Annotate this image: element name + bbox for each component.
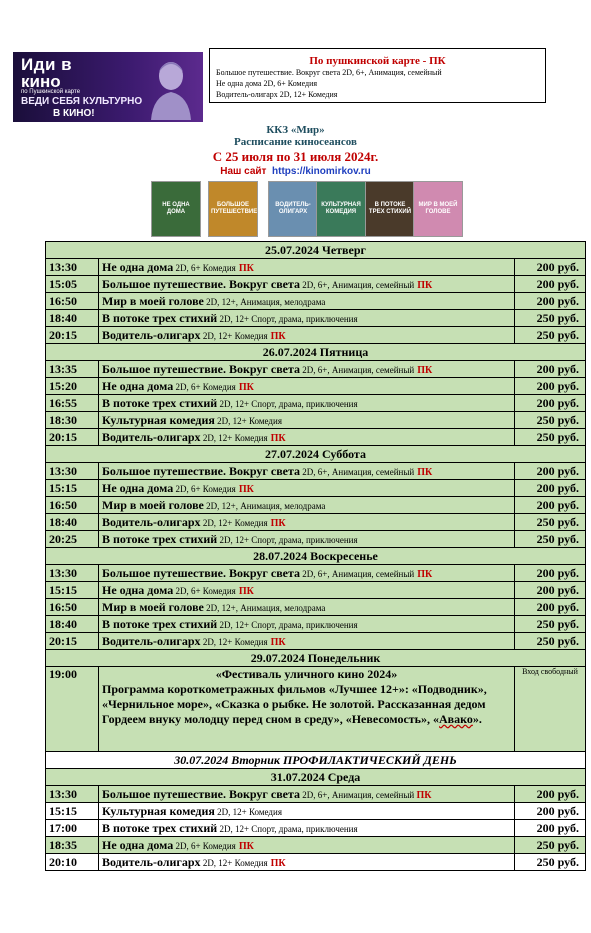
pushkin-card-mark: ПК	[270, 636, 286, 648]
movie-poster	[413, 181, 463, 237]
pushkin-bust-icon	[145, 56, 197, 120]
session-time: 15:15	[46, 480, 99, 497]
day-header: 29.07.2024 Понедельник	[46, 650, 586, 667]
film-details: 2D, 6+ Комедия	[173, 585, 236, 596]
session-film	[99, 514, 515, 531]
day-header-row	[46, 650, 586, 667]
festival-desc-end: ».	[472, 712, 482, 726]
session-price: 250 руб.	[515, 412, 586, 429]
session-time: 15:20	[46, 378, 99, 395]
session-time: 20:15	[46, 633, 99, 650]
session-row	[46, 463, 586, 480]
session-price: 250 руб.	[515, 531, 586, 548]
session-row	[46, 497, 586, 514]
session-row	[46, 633, 586, 650]
session-price: 200 руб.	[515, 497, 586, 514]
pushkin-card-banner	[13, 52, 203, 122]
festival-info	[99, 667, 515, 752]
schedule-dates: С 25 июля по 31 июля 2024г.	[212, 149, 379, 164]
session-row	[46, 803, 586, 820]
session-time: 20:15	[46, 429, 99, 446]
session-time: 19:00	[46, 667, 99, 752]
session-film	[99, 582, 515, 599]
pushkin-card-mark: ПК	[417, 279, 433, 291]
banner-line: Иди в	[21, 55, 73, 74]
pk-box-line: Большое путешествие. Вокруг света 2D, 6+, Анимация, семейный	[216, 68, 442, 77]
film-title: Водитель-олигарх	[102, 429, 201, 444]
session-row	[46, 514, 586, 531]
session-price: 250 руб.	[515, 514, 586, 531]
session-price: 250 руб.	[515, 854, 586, 871]
session-time: 16:55	[46, 395, 99, 412]
festival-desc-last: Авако	[439, 712, 473, 726]
pushkin-card-mark: ПК	[270, 432, 286, 444]
session-time: 16:50	[46, 599, 99, 616]
session-row	[46, 327, 586, 344]
film-details: 2D, 12+ Комедия	[214, 806, 282, 817]
free-entry-text: Вход свободный	[522, 667, 578, 676]
session-time: 13:30	[46, 259, 99, 276]
film-details: 2D, 6+ Комедия	[173, 840, 236, 851]
session-film	[99, 531, 515, 548]
film-details: 2D, 12+ Комедия	[200, 517, 268, 528]
session-film	[99, 395, 515, 412]
film-details: 2D, 12+ Спорт, драма, приключения	[217, 534, 358, 545]
movie-poster	[268, 181, 318, 237]
day-header-row	[46, 446, 586, 463]
site-label: Наш сайт	[220, 166, 267, 177]
film-details: 2D, 6+ Комедия	[173, 381, 236, 392]
day-header: 28.07.2024 Воскресенье	[46, 548, 586, 565]
day-header-row	[46, 769, 586, 786]
movie-poster-title: КУЛЬТУРНАЯ КОМЕДИЯ	[321, 202, 361, 215]
session-row	[46, 429, 586, 446]
site-line	[0, 166, 591, 177]
session-film	[99, 378, 515, 395]
session-row	[46, 531, 586, 548]
session-time: 13:30	[46, 463, 99, 480]
session-film	[99, 310, 515, 327]
festival-desc-text: Программа короткометражных фильмов «Лучшее 12+»: «Подводник», «Чернильное море», «Сказка о рыбке. Не золотой. Рассказанная дедом Гордеем внуку молодцу перед сном в среду», «Невесомость», «	[102, 682, 487, 726]
session-price: 200 руб.	[515, 480, 586, 497]
session-time: 16:50	[46, 293, 99, 310]
film-title: Большое путешествие. Вокруг света	[102, 463, 301, 478]
session-time: 18:40	[46, 514, 99, 531]
session-price: 250 руб.	[515, 327, 586, 344]
session-time: 13:35	[46, 361, 99, 378]
session-row	[46, 276, 586, 293]
movie-poster	[365, 181, 415, 237]
movie-poster	[316, 181, 366, 237]
session-price: 200 руб.	[515, 463, 586, 480]
film-title: В потоке трех стихий	[102, 531, 218, 546]
movie-poster	[208, 181, 258, 237]
festival-description	[102, 682, 511, 727]
session-film	[99, 327, 515, 344]
movie-poster-title: МИР В МОЕЙ ГОЛОВЕ	[418, 202, 458, 215]
session-price: 200 руб.	[515, 820, 586, 837]
pushkin-card-info-box	[209, 48, 546, 103]
film-details: 2D, 12+, Анимация, мелодрама	[203, 500, 326, 511]
film-title: Большое путешествие. Вокруг света	[102, 361, 301, 376]
session-price: 200 руб.	[515, 565, 586, 582]
film-details: 2D, 12+ Комедия	[200, 636, 268, 647]
session-price: 250 руб.	[515, 616, 586, 633]
film-details: 2D, 12+ Спорт, драма, приключения	[217, 619, 358, 630]
film-title: Водитель-олигарх	[102, 327, 201, 342]
film-details: 2D, 6+, Анимация, семейный	[300, 789, 417, 800]
film-details: 2D, 12+ Спорт, драма, приключения	[217, 398, 358, 409]
session-row	[46, 293, 586, 310]
session-price: 200 руб.	[515, 378, 586, 395]
session-row	[46, 378, 586, 395]
movie-poster	[151, 181, 201, 237]
session-row	[46, 565, 586, 582]
session-film	[99, 293, 515, 310]
venue-name: ККЗ «Мир»	[266, 124, 325, 136]
session-film	[99, 820, 515, 837]
session-row	[46, 361, 586, 378]
session-row	[46, 412, 586, 429]
banner-line: по Пушкинской карте	[21, 89, 81, 95]
pk-box-line: Не одна дома 2D, 6+ Комедия	[216, 79, 318, 88]
film-title: Большое путешествие. Вокруг света	[102, 565, 301, 580]
session-row	[46, 786, 586, 803]
film-title: Не одна дома	[102, 259, 174, 274]
film-title: В потоке трех стихий	[102, 395, 218, 410]
movie-poster-title: НЕ ОДНА ДОМА	[162, 202, 190, 215]
festival-row	[46, 667, 586, 752]
session-time: 15:05	[46, 276, 99, 293]
session-time: 15:15	[46, 582, 99, 599]
session-price: 250 руб.	[515, 633, 586, 650]
session-film	[99, 633, 515, 650]
session-film	[99, 361, 515, 378]
session-price: 200 руб.	[515, 599, 586, 616]
film-title: Водитель-олигарх	[102, 633, 201, 648]
film-details: 2D, 12+, Анимация, мелодрама	[203, 296, 326, 307]
session-row	[46, 310, 586, 327]
movie-poster-title: В ПОТОКЕ ТРЕХ СТИХИЙ	[368, 202, 412, 215]
day-header-row	[46, 242, 586, 259]
session-film	[99, 837, 515, 854]
session-price: 250 руб.	[515, 429, 586, 446]
session-time: 18:35	[46, 837, 99, 854]
film-title: Культурная комедия	[102, 412, 215, 427]
session-price: 200 руб.	[515, 259, 586, 276]
session-row	[46, 259, 586, 276]
day-header-row	[46, 752, 586, 769]
film-details: 2D, 6+, Анимация, семейный	[300, 568, 415, 579]
film-title: Не одна дома	[102, 837, 174, 852]
session-film	[99, 616, 515, 633]
film-title: Большое путешествие. Вокруг света	[102, 276, 301, 291]
film-title: Не одна дома	[102, 582, 174, 597]
session-time: 15:15	[46, 803, 99, 820]
film-title: Водитель-олигарх	[102, 514, 201, 529]
session-price: 200 руб.	[515, 803, 586, 820]
day-header: 27.07.2024 Суббота	[46, 446, 586, 463]
session-film	[99, 599, 515, 616]
film-details: 2D, 6+, Анимация, семейный	[300, 364, 415, 375]
session-film	[99, 565, 515, 582]
session-time: 13:30	[46, 565, 99, 582]
pushkin-card-mark: ПК	[417, 568, 433, 580]
film-title: В потоке трех стихий	[102, 616, 218, 631]
film-title: В потоке трех стихий	[102, 310, 218, 325]
film-details: 2D, 6+ Комедия	[173, 262, 236, 273]
session-time: 18:30	[46, 412, 99, 429]
session-film	[99, 276, 515, 293]
film-details: 2D, 12+ Комедия	[214, 415, 282, 426]
session-price: 200 руб.	[515, 293, 586, 310]
movie-poster-title: БОЛЬШОЕ ПУТЕШЕСТВИЕ	[211, 202, 258, 215]
day-header: 26.07.2024 Пятница	[46, 344, 586, 361]
session-row	[46, 837, 586, 854]
pushkin-card-mark: ПК	[238, 585, 254, 597]
session-row	[46, 854, 586, 871]
session-time: 17:00	[46, 820, 99, 837]
pushkin-card-mark: ПК	[417, 466, 433, 478]
film-details: 2D, 12+ Спорт, драма, приключения	[217, 823, 358, 834]
day-header-row	[46, 548, 586, 565]
film-details: 2D, 6+, Анимация, семейный	[300, 466, 415, 477]
session-row	[46, 616, 586, 633]
film-title: Мир в моей голове	[102, 293, 204, 308]
session-price: 250 руб.	[515, 837, 586, 854]
film-title: Водитель-олигарх	[102, 854, 201, 869]
pushkin-card-mark: ПК	[270, 330, 286, 342]
pushkin-card-mark: ПК	[417, 364, 433, 376]
session-time: 20:25	[46, 531, 99, 548]
session-film	[99, 786, 515, 803]
session-row	[46, 599, 586, 616]
film-details: 2D, 12+ Спорт, драма, приключения	[217, 313, 358, 324]
banner-line: ВЕДИ СЕБЯ КУЛЬТУРНО	[21, 96, 143, 107]
pushkin-card-mark: ПК	[416, 789, 432, 801]
film-title: Большое путешествие. Вокруг света	[102, 786, 301, 801]
film-details: 2D, 12+ Комедия	[200, 857, 268, 868]
pushkin-card-mark: ПК	[270, 857, 286, 869]
session-row	[46, 820, 586, 837]
session-price: 200 руб.	[515, 786, 586, 803]
session-time: 13:30	[46, 786, 99, 803]
session-price: 200 руб.	[515, 276, 586, 293]
site-link[interactable]: https://kinomirkov.ru	[272, 166, 371, 177]
session-price: 200 руб.	[515, 582, 586, 599]
session-time: 20:10	[46, 854, 99, 871]
session-film	[99, 480, 515, 497]
session-film	[99, 412, 515, 429]
pushkin-card-mark: ПК	[238, 262, 254, 274]
day-header: 30.07.2024 Вторник ПРОФИЛАКТИЧЕСКИЙ ДЕНЬ	[46, 752, 586, 769]
film-details: 2D, 12+ Комедия	[200, 432, 268, 443]
session-time: 18:40	[46, 310, 99, 327]
film-title: Мир в моей голове	[102, 599, 204, 614]
pk-box-title: По пушкинской карте - ПК	[309, 55, 446, 67]
schedule-subtitle: Расписание киносеансов	[234, 136, 357, 148]
film-title: Культурная комедия	[102, 803, 215, 818]
pk-box-line: Водитель-олигарх 2D, 12+ Комедия	[216, 90, 338, 99]
banner-line: кино	[21, 72, 61, 91]
session-price: 250 руб.	[515, 310, 586, 327]
day-header: 31.07.2024 Среда	[46, 769, 586, 786]
day-header: 25.07.2024 Четверг	[46, 242, 586, 259]
session-row	[46, 395, 586, 412]
pushkin-card-mark: ПК	[238, 381, 254, 393]
film-title: Мир в моей голове	[102, 497, 204, 512]
pushkin-card-mark: ПК	[270, 517, 286, 529]
session-price: 200 руб.	[515, 361, 586, 378]
pushkin-card-mark: ПК	[238, 483, 254, 495]
film-title: Не одна дома	[102, 378, 174, 393]
session-film	[99, 854, 515, 871]
pushkin-card-mark: ПК	[238, 840, 254, 852]
film-title: В потоке трех стихий	[102, 820, 218, 835]
film-details: 2D, 12+, Анимация, мелодрама	[203, 602, 326, 613]
banner-line: В КИНО!	[53, 108, 95, 119]
festival-title: «Фестиваль уличного кино 2024»	[215, 667, 398, 681]
session-time: 16:50	[46, 497, 99, 514]
session-price: 200 руб.	[515, 395, 586, 412]
session-film	[99, 803, 515, 820]
session-row	[46, 582, 586, 599]
film-title: Не одна дома	[102, 480, 174, 495]
session-film	[99, 429, 515, 446]
film-details: 2D, 6+ Комедия	[173, 483, 236, 494]
day-header-row	[46, 344, 586, 361]
film-details: 2D, 6+, Анимация, семейный	[300, 279, 415, 290]
film-details: 2D, 12+ Комедия	[200, 330, 268, 341]
poster-strip	[151, 181, 458, 238]
session-row	[46, 480, 586, 497]
session-film	[99, 463, 515, 480]
free-entry	[515, 667, 586, 752]
session-film	[99, 259, 515, 276]
movie-poster-title: ВОДИТЕЛЬ-ОЛИГАРХ	[275, 202, 311, 215]
schedule-table	[45, 241, 586, 871]
session-film	[99, 497, 515, 514]
session-time: 20:15	[46, 327, 99, 344]
session-time: 18:40	[46, 616, 99, 633]
